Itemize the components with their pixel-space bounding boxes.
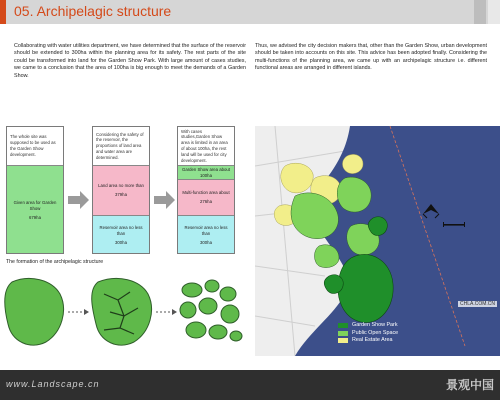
island-formation-diagram — [0, 272, 250, 350]
intro-paragraph-left: Collaborating with water utilities department, we have determined that the surface of the reservoir should be extended to 300ha within the planning area for its safety. The rest parts of the site could be transformed into land for the Garden Show Park. With large amount of cases studies, we came to a conclusion that the area of 100ha is big enough to meet the demands of a Garden Show. — [14, 43, 246, 79]
column-intro-text: With cases studies,Garden Show area is limited in an area of about 100ha, the rest land will be used for city development. — [178, 127, 234, 165]
legend-swatch — [338, 331, 348, 336]
column-segment-reservoir: Reservoir area no less than 300ha — [93, 215, 149, 254]
column-segment-multi-function: Multi-function area about 276ha — [178, 179, 234, 215]
title-decor-block — [474, 0, 486, 24]
formation-section-label: The formation of the archipelagic structure — [6, 259, 104, 265]
flow-arrow-icon — [66, 190, 90, 210]
title-decor-block — [488, 0, 500, 24]
intro-paragraph-right: Thus, we advised the city decision makers that, other than the Garden Show, urban development should be taken into accounts on this site. This advice has been adopted finally. Considering the multi-functions of the planning area, we came up with an archipelagic structure i.e. different functional areas are arranged in different islands. — [255, 43, 487, 72]
legend-item: Garden Show Park — [338, 322, 424, 330]
column-segment-reservoir: Reservoir area no less than 300ha — [178, 215, 234, 254]
title-accent-bar — [0, 0, 6, 24]
area-diagram-column-3 — [177, 126, 235, 254]
column-intro-text: Considering the safety of the reservoir, the proportions of land area and water area are determined. — [93, 127, 149, 165]
map-legend — [338, 322, 424, 345]
area-diagram-column-1 — [6, 126, 64, 254]
area-diagram-column-2 — [92, 126, 150, 254]
column-segment-garden-show: Given area for Garden Show 679ha — [7, 165, 63, 254]
island-stage-2 — [92, 278, 152, 345]
column-segment-land: Land area no more than 379ha — [93, 165, 149, 215]
legend-swatch — [338, 323, 348, 328]
footer-url: www.Landscape.cn — [6, 379, 100, 389]
page-title: 05. Archipelagic structure — [14, 3, 172, 19]
column-intro-text: The whole site was supposed to be used as the Garden Show development. — [7, 127, 63, 165]
island-stage-1 — [5, 278, 64, 345]
legend-item: Real Estate Area — [338, 337, 424, 345]
watermark-label: CHLA.COM.CN — [460, 301, 496, 307]
column-segment-garden-show: Garden Show area about 100ha — [178, 165, 234, 179]
island-stage-3 — [180, 280, 242, 341]
footer-bar — [0, 370, 500, 400]
title-bar — [0, 0, 500, 24]
legend-swatch — [338, 338, 348, 343]
footer-logo: 景观中国 — [445, 378, 494, 392]
flow-arrow-icon — [152, 190, 176, 210]
legend-item: Public Open Space — [338, 330, 424, 338]
